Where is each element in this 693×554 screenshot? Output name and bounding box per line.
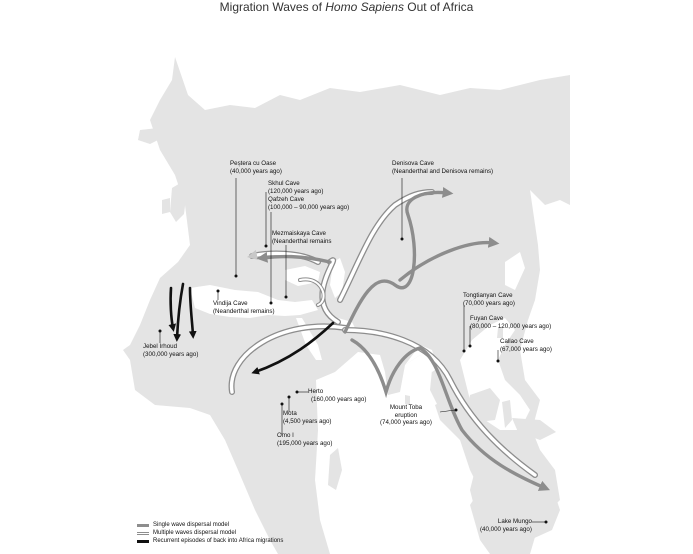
legend-back-swatch (137, 540, 149, 543)
dot-callao (497, 360, 500, 363)
label-mungo: Lake Mungo (40,000 years ago) (480, 518, 532, 533)
label-callao: Callao Cave (67,000 years ago) (500, 338, 552, 353)
label-tongtianyan: Tongtianyan Cave (70,000 years ago) (463, 292, 515, 307)
legend-single-label: Single wave dispersal model (153, 522, 230, 528)
dot-fuyan (469, 345, 472, 348)
dot-toba (455, 409, 458, 412)
dot-omo (281, 403, 284, 406)
label-skhul: Skhul Cave (120,000 years ago) (268, 180, 324, 195)
dot-tongtianyan (463, 350, 466, 353)
dot-mungo (545, 521, 548, 524)
legend-multiple-label: Multiple waves dispersal model (153, 530, 237, 536)
dot-jebel (159, 330, 162, 333)
dot-pestera (235, 275, 238, 278)
legend-single-swatch (137, 524, 149, 527)
label-fuyan: Fuyan Cave (80,000 – 120,000 years ago) (470, 315, 552, 330)
legend-multiple-swatch (137, 532, 149, 535)
label-qafzeh: Qafzeh Cave (100,000 – 90,000 years ago) (268, 196, 350, 211)
dot-skhul (265, 245, 268, 248)
label-denisova: Denisova Cave (Neanderthal and Denisova remains) (392, 160, 494, 175)
label-herto-date: (160,000 years ago) (311, 396, 367, 403)
dot-herto (296, 391, 299, 394)
label-herto: Herto (308, 388, 324, 395)
dot-mota (288, 396, 291, 399)
ireland (162, 198, 170, 214)
label-mezmaiskaya: Mezmaiskaya Cave (Neanderthal remains (272, 230, 332, 245)
label-omo: Omo I (195,000 years ago) (277, 432, 333, 447)
legend-back (137, 537, 283, 545)
label-mota: Mota (4,500 years ago) (283, 410, 332, 425)
dot-denisova (401, 238, 404, 241)
dot-vindija (217, 290, 220, 293)
legend-single (137, 521, 283, 529)
map-title: Migration Waves of Homo Sapiens Out of Africa (219, 0, 474, 14)
label-toba: Mount Toba eruption (74,000 years ago) (380, 404, 432, 427)
legend-back-label: Recurrent episodes of back into Africa migrations (153, 538, 284, 544)
legend-multiple (137, 529, 283, 537)
dot-mezmaiskaya (285, 296, 288, 299)
label-vindija: Vindija Cave (Neanderthal remains) (213, 300, 275, 315)
label-pestera: Peștera cu Oase (40,000 years ago) (230, 160, 282, 175)
map-legend (137, 521, 283, 545)
label-jebel: Jebel Irhoud (300,000 years ago) (143, 343, 199, 358)
